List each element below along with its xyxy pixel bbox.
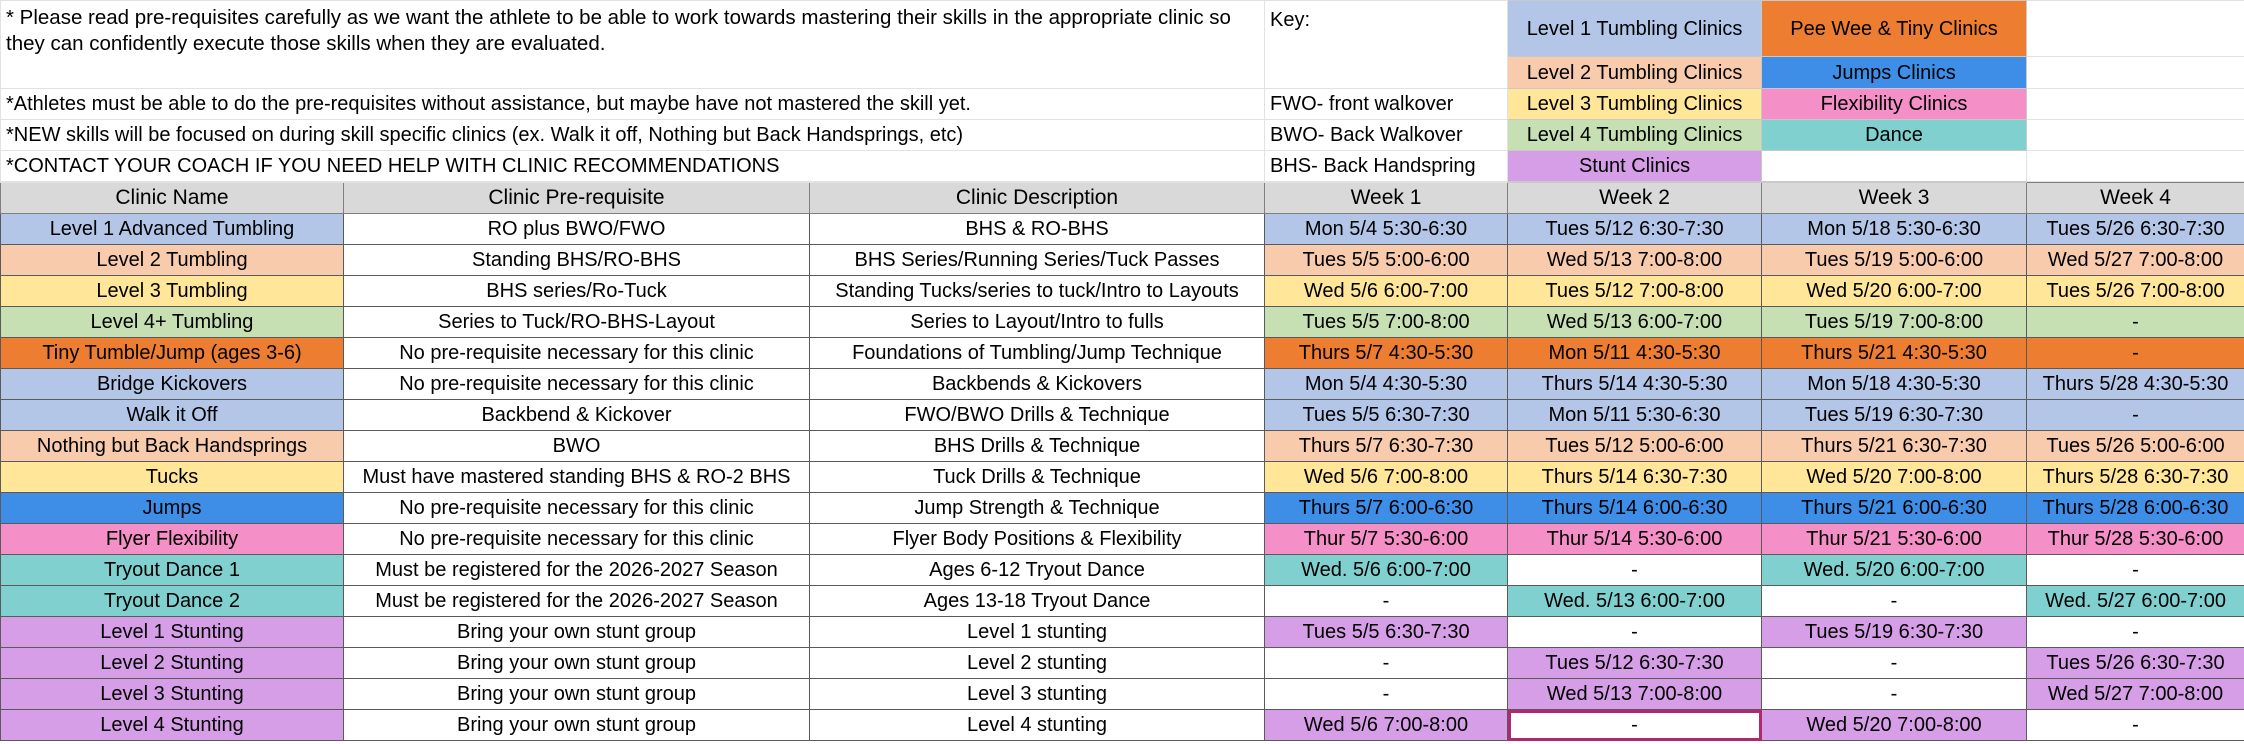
note-2[interactable]: *Athletes must be able to do the pre-requisites without assistance, but maybe have not mastered the skill yet.: [1, 89, 1265, 120]
week-1-cell[interactable]: Mon 5/4 4:30-5:30: [1265, 369, 1508, 400]
header-week-2[interactable]: Week 2: [1508, 183, 1762, 214]
description-cell[interactable]: Ages 6-12 Tryout Dance: [810, 555, 1265, 586]
legend-flexibility[interactable]: Flexibility Clinics: [1762, 89, 2027, 120]
week-1-cell[interactable]: Wed 5/6 7:00-8:00: [1265, 710, 1508, 741]
week-2-cell[interactable]: Thur 5/14 5:30-6:00: [1508, 524, 1762, 555]
legend-level4[interactable]: Level 4 Tumbling Clinics: [1508, 120, 1762, 151]
week-3-cell[interactable]: Thur 5/21 5:30-6:00: [1762, 524, 2027, 555]
table-row: [1, 338, 2244, 369]
week-3-cell[interactable]: Tues 5/19 6:30-7:30: [1762, 617, 2027, 648]
description-cell[interactable]: BHS Drills & Technique: [810, 431, 1265, 462]
prereq-cell[interactable]: Bring your own stunt group: [344, 710, 810, 741]
description-cell[interactable]: Backbends & Kickovers: [810, 369, 1265, 400]
week-1-cell[interactable]: -: [1265, 586, 1508, 617]
table-row: [1, 555, 2244, 586]
clinic-name-cell[interactable]: Level 3 Tumbling: [1, 276, 344, 307]
week-1-cell[interactable]: Thurs 5/7 6:30-7:30: [1265, 431, 1508, 462]
prereq-cell[interactable]: Series to Tuck/RO-BHS-Layout: [344, 307, 810, 338]
table-row: [1, 679, 2244, 710]
week-4-cell[interactable]: Thurs 5/28 4:30-5:30: [2027, 369, 2244, 400]
prereq-cell[interactable]: Must be registered for the 2026-2027 Season: [344, 555, 810, 586]
header-week-3[interactable]: Week 3: [1762, 183, 2027, 214]
description-cell[interactable]: Ages 13-18 Tryout Dance: [810, 586, 1265, 617]
week-3-cell[interactable]: Wed 5/20 7:00-8:00: [1762, 462, 2027, 493]
description-cell[interactable]: FWO/BWO Drills & Technique: [810, 400, 1265, 431]
clinic-name-cell[interactable]: Walk it Off: [1, 400, 344, 431]
table-row: [1, 586, 2244, 617]
clinic-rows: [1, 214, 2244, 741]
empty-cell[interactable]: [1762, 151, 2027, 182]
week-1-cell[interactable]: Thurs 5/7 4:30-5:30: [1265, 338, 1508, 369]
week-1-cell[interactable]: Tues 5/5 6:30-7:30: [1265, 400, 1508, 431]
description-cell[interactable]: Foundations of Tumbling/Jump Technique: [810, 338, 1265, 369]
week-4-cell[interactable]: -: [2027, 400, 2244, 431]
week-3-cell[interactable]: Wed 5/20 7:00-8:00: [1762, 710, 2027, 741]
week-3-cell[interactable]: Tues 5/19 5:00-6:00: [1762, 245, 2027, 276]
clinic-name-cell[interactable]: Level 2 Tumbling: [1, 245, 344, 276]
week-2-cell[interactable]: Wed 5/13 7:00-8:00: [1508, 679, 1762, 710]
week-4-cell[interactable]: -: [2027, 307, 2244, 338]
clinic-name-cell[interactable]: Nothing but Back Handsprings: [1, 431, 344, 462]
table-row: [1, 462, 2244, 493]
legend-level3[interactable]: Level 3 Tumbling Clinics: [1508, 89, 1762, 120]
week-3-cell[interactable]: Wed 5/20 6:00-7:00: [1762, 276, 2027, 307]
clinic-name-cell[interactable]: Level 2 Stunting: [1, 648, 344, 679]
clinic-name-cell[interactable]: Jumps: [1, 493, 344, 524]
week-3-cell[interactable]: Tues 5/19 7:00-8:00: [1762, 307, 2027, 338]
week-4-cell[interactable]: -: [2027, 338, 2244, 369]
prereq-cell[interactable]: BWO: [344, 431, 810, 462]
legend-level2[interactable]: Level 2 Tumbling Clinics: [1508, 57, 1762, 89]
table-row: [1, 493, 2244, 524]
week-1-cell[interactable]: Mon 5/4 5:30-6:30: [1265, 214, 1508, 245]
week-3-cell[interactable]: Tues 5/19 6:30-7:30: [1762, 400, 2027, 431]
empty-cell[interactable]: [2027, 120, 2244, 151]
description-cell[interactable]: Level 2 stunting: [810, 648, 1265, 679]
prereq-cell[interactable]: RO plus BWO/FWO: [344, 214, 810, 245]
clinic-name-cell[interactable]: Level 4 Stunting: [1, 710, 344, 741]
key-abbr-fwo[interactable]: FWO- front walkover: [1265, 89, 1508, 120]
description-cell[interactable]: Standing Tucks/series to tuck/Intro to Layouts: [810, 276, 1265, 307]
week-4-cell[interactable]: -: [2027, 555, 2244, 586]
table-header-row: [1, 183, 2244, 214]
prereq-cell[interactable]: No pre-requisite necessary for this clinic: [344, 524, 810, 555]
table-row: [1, 431, 2244, 462]
week-1-cell[interactable]: Wed 5/6 6:00-7:00: [1265, 276, 1508, 307]
week-1-cell[interactable]: -: [1265, 648, 1508, 679]
prereq-cell[interactable]: Backbend & Kickover: [344, 400, 810, 431]
clinic-name-cell[interactable]: Tiny Tumble/Jump (ages 3-6): [1, 338, 344, 369]
week-2-cell[interactable]: Wed 5/13 7:00-8:00: [1508, 245, 1762, 276]
week-3-cell[interactable]: Thurs 5/21 6:00-6:30: [1762, 493, 2027, 524]
header-description[interactable]: Clinic Description: [810, 183, 1265, 214]
note-3[interactable]: *NEW skills will be focused on during skill specific clinics (ex. Walk it off, Nothing but Back Handsprings, etc): [1, 120, 1265, 151]
clinic-name-cell[interactable]: Level 4+ Tumbling: [1, 307, 344, 338]
prereq-cell[interactable]: Must have mastered standing BHS & RO-2 BHS: [344, 462, 810, 493]
week-1-cell[interactable]: Wed 5/6 7:00-8:00: [1265, 462, 1508, 493]
clinic-name-cell[interactable]: Level 3 Stunting: [1, 679, 344, 710]
week-2-cell[interactable]: Thurs 5/14 6:30-7:30: [1508, 462, 1762, 493]
header-week-1[interactable]: Week 1: [1265, 183, 1508, 214]
prereq-cell[interactable]: No pre-requisite necessary for this clinic: [344, 493, 810, 524]
table-row: [1, 710, 2244, 741]
week-3-cell[interactable]: Mon 5/18 5:30-6:30: [1762, 214, 2027, 245]
week-2-cell[interactable]: Mon 5/11 5:30-6:30: [1508, 400, 1762, 431]
prereq-cell[interactable]: No pre-requisite necessary for this clinic: [344, 338, 810, 369]
week-4-cell[interactable]: Tues 5/26 6:30-7:30: [2027, 648, 2244, 679]
table-row: [1, 245, 2244, 276]
week-2-cell[interactable]: Tues 5/12 7:00-8:00: [1508, 276, 1762, 307]
empty-cell[interactable]: [2027, 57, 2244, 89]
clinic-name-cell[interactable]: Level 1 Advanced Tumbling: [1, 214, 344, 245]
week-4-cell[interactable]: Tues 5/26 7:00-8:00: [2027, 276, 2244, 307]
week-2-cell[interactable]: -: [1508, 555, 1762, 586]
legend-peewee[interactable]: Pee Wee & Tiny Clinics: [1762, 1, 2027, 57]
note-cell[interactable]: [1, 1, 1265, 89]
prereq-cell[interactable]: Standing BHS/RO-BHS: [344, 245, 810, 276]
week-4-cell[interactable]: -: [2027, 710, 2244, 741]
table-row: [1, 524, 2244, 555]
week-3-cell[interactable]: -: [1762, 679, 2027, 710]
week-3-cell[interactable]: Thurs 5/21 4:30-5:30: [1762, 338, 2027, 369]
clinic-name-cell[interactable]: Flyer Flexibility: [1, 524, 344, 555]
table-row: [1, 617, 2244, 648]
table-row: [1, 307, 2244, 338]
week-4-cell[interactable]: Wed 5/27 7:00-8:00: [2027, 679, 2244, 710]
week-4-cell[interactable]: Thurs 5/28 6:00-6:30: [2027, 493, 2244, 524]
key-title[interactable]: Key:: [1265, 1, 1508, 89]
week-2-cell[interactable]: Mon 5/11 4:30-5:30: [1508, 338, 1762, 369]
prereq-cell[interactable]: No pre-requisite necessary for this clinic: [344, 369, 810, 400]
week-4-cell[interactable]: Wed. 5/27 6:00-7:00: [2027, 586, 2244, 617]
week-3-cell[interactable]: Wed. 5/20 6:00-7:00: [1762, 555, 2027, 586]
key-abbr-bhs[interactable]: BHS- Back Handspring: [1265, 151, 1508, 182]
empty-cell[interactable]: [2027, 89, 2244, 120]
week-2-cell[interactable]: Tues 5/12 6:30-7:30: [1508, 214, 1762, 245]
empty-cell[interactable]: [2027, 151, 2244, 182]
header-week-4[interactable]: Week 4: [2027, 183, 2244, 214]
description-cell[interactable]: Flyer Body Positions & Flexibility: [810, 524, 1265, 555]
description-cell[interactable]: Jump Strength & Technique: [810, 493, 1265, 524]
week-1-cell[interactable]: Tues 5/5 5:00-6:00: [1265, 245, 1508, 276]
description-cell[interactable]: Level 4 stunting: [810, 710, 1265, 741]
week-3-cell[interactable]: -: [1762, 586, 2027, 617]
prereq-cell[interactable]: Bring your own stunt group: [344, 648, 810, 679]
week-4-cell[interactable]: Tues 5/26 5:00-6:00: [2027, 431, 2244, 462]
week-3-cell[interactable]: Mon 5/18 4:30-5:30: [1762, 369, 2027, 400]
week-4-cell[interactable]: -: [2027, 617, 2244, 648]
clinic-name-cell[interactable]: Tryout Dance 1: [1, 555, 344, 586]
prereq-cell[interactable]: BHS series/Ro-Tuck: [344, 276, 810, 307]
prereq-cell[interactable]: Must be registered for the 2026-2027 Season: [344, 586, 810, 617]
description-cell[interactable]: Level 1 stunting: [810, 617, 1265, 648]
week-1-cell[interactable]: Tues 5/5 6:30-7:30: [1265, 617, 1508, 648]
clinic-name-cell[interactable]: Bridge Kickovers: [1, 369, 344, 400]
legend-level1[interactable]: Level 1 Tumbling Clinics: [1508, 1, 1762, 57]
week-2-cell[interactable]: Wed. 5/13 6:00-7:00: [1508, 586, 1762, 617]
week-1-cell[interactable]: -: [1265, 679, 1508, 710]
note-1: * Please read pre-requisites carefully as we want the athlete to be able to work towards mastering their skills in the appropriate clinic so they can confidently execute those skills when they are evaluated.: [6, 6, 1231, 55]
table-row: [1, 214, 2244, 245]
description-cell[interactable]: Tuck Drills & Technique: [810, 462, 1265, 493]
week-2-cell[interactable]: -: [1508, 710, 1762, 741]
week-3-cell[interactable]: Thurs 5/21 6:30-7:30: [1762, 431, 2027, 462]
week-2-cell[interactable]: -: [1508, 617, 1762, 648]
week-2-cell[interactable]: Wed 5/13 6:00-7:00: [1508, 307, 1762, 338]
clinic-name-cell[interactable]: Tucks: [1, 462, 344, 493]
week-4-cell[interactable]: Thur 5/28 5:30-6:00: [2027, 524, 2244, 555]
table-row: [1, 369, 2244, 400]
week-2-cell[interactable]: Tues 5/12 5:00-6:00: [1508, 431, 1762, 462]
week-2-cell[interactable]: Tues 5/12 6:30-7:30: [1508, 648, 1762, 679]
week-2-cell[interactable]: Thurs 5/14 4:30-5:30: [1508, 369, 1762, 400]
table-row: [1, 648, 2244, 679]
week-1-cell[interactable]: Wed. 5/6 6:00-7:00: [1265, 555, 1508, 586]
prereq-cell[interactable]: Bring your own stunt group: [344, 617, 810, 648]
week-3-cell[interactable]: -: [1762, 648, 2027, 679]
header-prereq[interactable]: Clinic Pre-requisite: [344, 183, 810, 214]
legend-jumps[interactable]: Jumps Clinics: [1762, 57, 2027, 89]
description-cell[interactable]: BHS Series/Running Series/Tuck Passes: [810, 245, 1265, 276]
clinic-name-cell[interactable]: Tryout Dance 2: [1, 586, 344, 617]
legend-stunt[interactable]: Stunt Clinics: [1508, 151, 1762, 182]
week-2-cell[interactable]: Thurs 5/14 6:00-6:30: [1508, 493, 1762, 524]
description-cell[interactable]: BHS & RO-BHS: [810, 214, 1265, 245]
legend-dance[interactable]: Dance: [1762, 120, 2027, 151]
key-abbr-bwo[interactable]: BWO- Back Walkover: [1265, 120, 1508, 151]
week-1-cell[interactable]: Thurs 5/7 6:00-6:30: [1265, 493, 1508, 524]
table-row: [1, 276, 2244, 307]
clinic-name-cell[interactable]: Level 1 Stunting: [1, 617, 344, 648]
prereq-cell[interactable]: Bring your own stunt group: [344, 679, 810, 710]
week-4-cell[interactable]: Tues 5/26 6:30-7:30: [2027, 214, 2244, 245]
note-4[interactable]: *CONTACT YOUR COACH IF YOU NEED HELP WITH CLINIC RECOMMENDATIONS: [1, 151, 1265, 182]
empty-cell[interactable]: [2027, 1, 2244, 57]
week-4-cell[interactable]: Thurs 5/28 6:30-7:30: [2027, 462, 2244, 493]
header-clinic-name[interactable]: Clinic Name: [1, 183, 344, 214]
week-1-cell[interactable]: Thur 5/7 5:30-6:00: [1265, 524, 1508, 555]
week-1-cell[interactable]: Tues 5/5 7:00-8:00: [1265, 307, 1508, 338]
week-4-cell[interactable]: Wed 5/27 7:00-8:00: [2027, 245, 2244, 276]
description-cell[interactable]: Level 3 stunting: [810, 679, 1265, 710]
table-row: [1, 400, 2244, 431]
description-cell[interactable]: Series to Layout/Intro to fulls: [810, 307, 1265, 338]
